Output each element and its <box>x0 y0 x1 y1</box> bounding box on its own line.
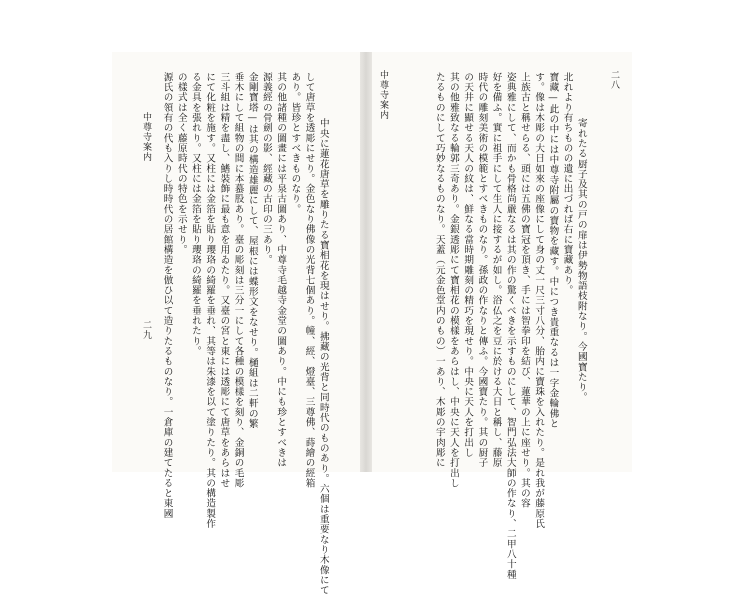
text-line: 垂木にして組物の間に本蟇股あり。臺の彫刻は三分一にして各種の模樣を刻り、金銅の毛彫 <box>232 72 244 489</box>
text-line: 北れより有ちものの遺に出づれば右に寶藏あり。 <box>561 72 573 296</box>
text-line: 三斗組は精を盡し、鰭裝飾に最も意を用ゐたり。又臺の宮と東には透彫にて唐草をあらはせ <box>218 72 230 489</box>
text-line: 姿典雅にして、而かも骨格尚嚴なるは其の作の驚くべきを示すものにして、智門弘法大師の作なり、二甲八十種 <box>504 72 516 580</box>
text-line: 寄れたる厨子及其の戸の扉は伊勢物語枝附なり。今國寶たり。 <box>575 118 587 403</box>
text-line: 金剛寶塔—は其の構造雄麗にして、屋根には蝶形文をなせり。樋組は二軒の繁 <box>246 72 258 429</box>
text-line: たるものにして巧妙なるものなり。天蓋（元金色堂内のもの）一あり、木彫の宇肉彫に <box>433 72 445 468</box>
text-line: の天井に顯せる天人の紋は、鮮なる當時期雕刻の精巧を現せり。中央に天人を打出し <box>462 72 474 458</box>
text-line: 其の他諸種の圖畫には平泉古圖あり、中尊寺毛越寺金堂の圖あり。中にも珍とすべきは <box>275 72 287 468</box>
text-line: す。像は木彫の大日如來の座像にして身の丈一尺三寸八分、胎内に寶珠を入れたり。是れ我が藤原氏 <box>533 72 545 529</box>
text-line: る金具を張れり。又柱には金箔を貼り瓔珞の綺羅を垂れたり。 <box>189 72 201 357</box>
text-line: あり。皆珍とすべきものなり。 <box>289 72 301 215</box>
text-line: 寶藏—此の中には中尊寺附屬の寶物を藏す。中につき貴重なるは一字金輪佛と <box>547 72 559 429</box>
left-page-text <box>161 72 344 595</box>
text-line: 中央に蓮花唐草を雕りたる寶相花を現はせり。拂藏の光背と同時代のものあり。六個は重要なり木像にて <box>317 118 329 595</box>
running-head-right: 中尊寺案内 <box>378 70 388 120</box>
right-page-text <box>433 72 602 580</box>
text-line: 源氏の領有の代も入りし時時代の居館構造を倣ひ以て造りたるものなり。一倉庫の建てたると東國 <box>161 72 173 519</box>
text-line: 源義經の骨劍の影、經藏の古印の三あり。 <box>260 72 272 265</box>
text-line: にて化粧を施す。又柱には金箔を貼り瓔珞の綺羅を垂れ、其等は朱漆を以て塗りたり。其の構造製作 <box>204 72 216 529</box>
text-line: して唐草を透彫にせり。金色なり佛像の光背七個あり。幢、經、燈臺、三尊佛、蒔繪の經箱 <box>303 72 315 489</box>
folio-left: 二九 <box>141 320 151 340</box>
text-line: 上族古と稱せらる、頭には五佛の寶冠を頂き、手には智拳印を結び、蓮華の上に座せり。其の容 <box>518 72 530 509</box>
folio-right: 二八 <box>609 70 619 90</box>
text-line: の樣式は全く藤原時代の特色を示せり。 <box>175 72 187 255</box>
text-line: 時代の雕刻美術の模範とすべきものなり。孫政の作なりと傳ふ。今國寶たり。其の厨子 <box>476 72 488 468</box>
running-head-left: 中尊寺案内 <box>141 112 151 162</box>
text-line: 其の他雅致なる輪郭三奇あり。金銀透彫にて寶相花の模樣をあらはし、中央に天人を打出し <box>447 72 459 489</box>
text-line: 好を備ふ。實に祖手にして生人に接するが如し。浴仏之を豆に於ける大日と稱し、藤原 <box>490 72 502 468</box>
book-gutter <box>360 52 372 472</box>
